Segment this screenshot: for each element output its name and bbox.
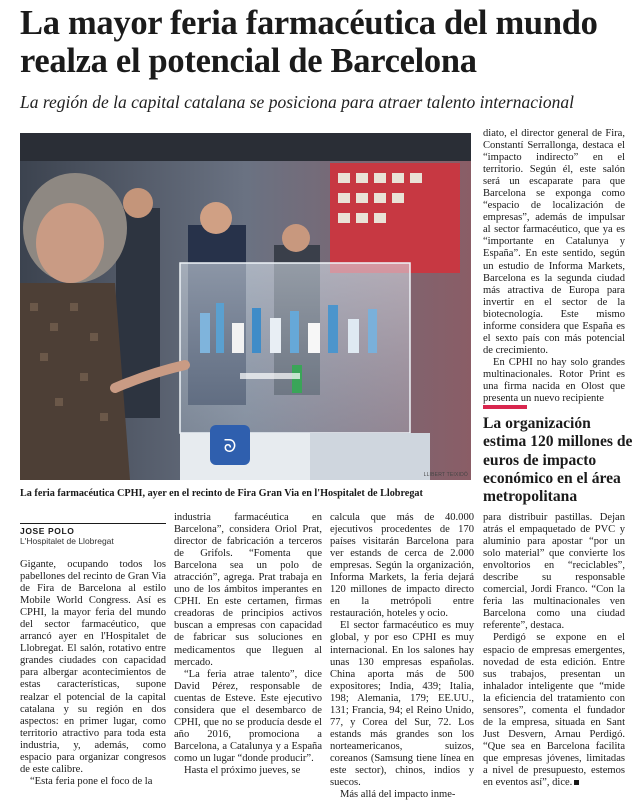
paragraph: diato, el director general de Fira, Constantí Serrallonga, destaca el “impacto indirecto” en el territorio. Según él, este salón será un escaparate para que Barcelona se exponga como “espacio de localización de empresas”, además de impulsar al sector farmacéutico, que ya es “importante en Catalunya y España”. En este sentido, según un estudio de Informa Markets, Barcelona es la segunda ciudad más atractiva de Europa para invertir en el sector de la biotecnología. Este mismo informe considera que España es el sexto país con más potencial de crecimiento. — [483, 128, 625, 356]
byline-rule — [20, 523, 166, 524]
body-column-4-top — [483, 128, 625, 405]
paragraph: Más allá del impacto inme- — [340, 789, 456, 801]
photo-caption: La feria farmacéutica CPHI, ayer en el recinto de Fira Gran Via en l'Hospitalet de Llobregat — [20, 488, 423, 499]
body-column-1 — [20, 559, 166, 788]
subheadline: La región de la capital catalana se posiciona para atraer talento internacional — [20, 92, 574, 112]
body-column-2 — [174, 512, 322, 777]
paragraph-text: Perdigó se expone en el espacio de empresas emergentes, novedad de esta edición. Entre sus trabajos, presentan un inhalador inteligente que “mide la eficiencia del tratamiento con sensores”, comenta el fundador de la empresa, situada en Sant Just Desvern, Arnau Perdigó. “Que sea en Barcelona facilita que empresas jóvenes, limitadas a nivel de presupuesto, estemos en eventos así”, dice. — [483, 632, 625, 789]
paragraph: “La feria atrae talento”, dice David Pérez, responsable de cuentas de Esteve. Este ejecutivo considera que el desembarco de CPHI, que no se producía desde el año 2016, promociona a Barcelona, a Catalunya y a España como un lugar “donde producir”. — [174, 668, 322, 764]
article-photo — [20, 133, 471, 480]
dateline-location: L'Hospitalet de Llobregat — [20, 536, 114, 546]
paragraph: industria farmacéutica en Barcelona”, considera Oriol Prat, director de fabricación a terceros de Grifols. “Fomenta que Barcelona sea un polo de atracción”, agrega. Prat trabaja en uno de los ámbitos imperantes en CPHI. En este certamen, firmas creadoras de principios activos buscan a empresas con capacidad de fabricar sus soluciones en medicamentos que lleguen al mercado. — [174, 512, 322, 668]
end-of-article-mark — [574, 780, 579, 785]
trade-fair-photo-illustration — [20, 133, 471, 480]
paragraph: Hasta el próximo jueves, se — [184, 764, 301, 776]
paragraph: calcula que más de 40.000 ejecutivos procedentes de 170 países visitarán Barcelona para ver estands de cerca de 2.000 empresas. Según la organización, Informa Markets, la feria dejará 120 millones de impacto directo en la metrópoli entre restauración, hoteles y ocio. — [330, 512, 474, 620]
body-column-3 — [330, 512, 474, 801]
paragraph: para distribuir pastillas. Dejan atrás el empaquetado de PVC y aluminio para apostar “por un solo material” que convierte los envoltorios en “reciclables”, describe su responsable comercial, Jordi Franco. “Con la feria las multinacionales ven Barcelona como una ciudad referente”, destaca. — [483, 512, 625, 632]
headline: La mayor feria farmacéutica del mundo realza el potencial de Barcelona — [20, 4, 598, 80]
author: JOSE POLO — [20, 526, 75, 536]
paragraph: El sector farmacéutico es muy global, y por eso CPHI es muy internacional. En los salones hay unas 130 empresas españolas. China aporta más de 500 expositores; India, 439; Italia, 198; Alemania, 179; EE.UU., 131; Francia, 94; el Reino Unido, 77, y Corea del Sur, 72. Los estands más grandes son los norteamericanos, suizos, coreanos (Samsung tiene línea en este sector), chinos, indios y suecos. — [330, 620, 474, 789]
pull-quote-accent-rule — [483, 405, 527, 409]
photo-credit: LLIBERT TEIXIDÓ — [423, 472, 468, 478]
pull-quote: La organización estima 120 millones de euros de impacto económico en el área metropolitana — [483, 415, 633, 506]
paragraph: En CPHI no hay solo grandes multinacionales. Rotor Print es una firma nacida en Olost que presenta un nuevo recipiente — [483, 356, 625, 405]
body-column-4-bottom — [483, 512, 625, 789]
svg-text:ᘐ: ᘐ — [223, 436, 237, 457]
paragraph-last — [483, 632, 625, 789]
paragraph: “Esta feria pone el foco de la — [30, 775, 153, 787]
paragraph: Gigante, ocupando todos los pabellones del recinto de Gran Via de Fira de Barcelona al estilo Mobile World Congress. Así es CPHI, la mayor feria del mundo del sector farmacéutico, que arrancó ayer en l'Hospitalet de Llobregat. El salón, rotativo entre grandes ciudades con capacidad para albergar acontecimientos de estas características, supone realzar el potencial de la capital catalana y su región en dos aspectos: en primer lugar, como territorio atractivo para toda esta industria, y, además, como espacio para organizar congresos de este calibre. — [20, 559, 166, 775]
